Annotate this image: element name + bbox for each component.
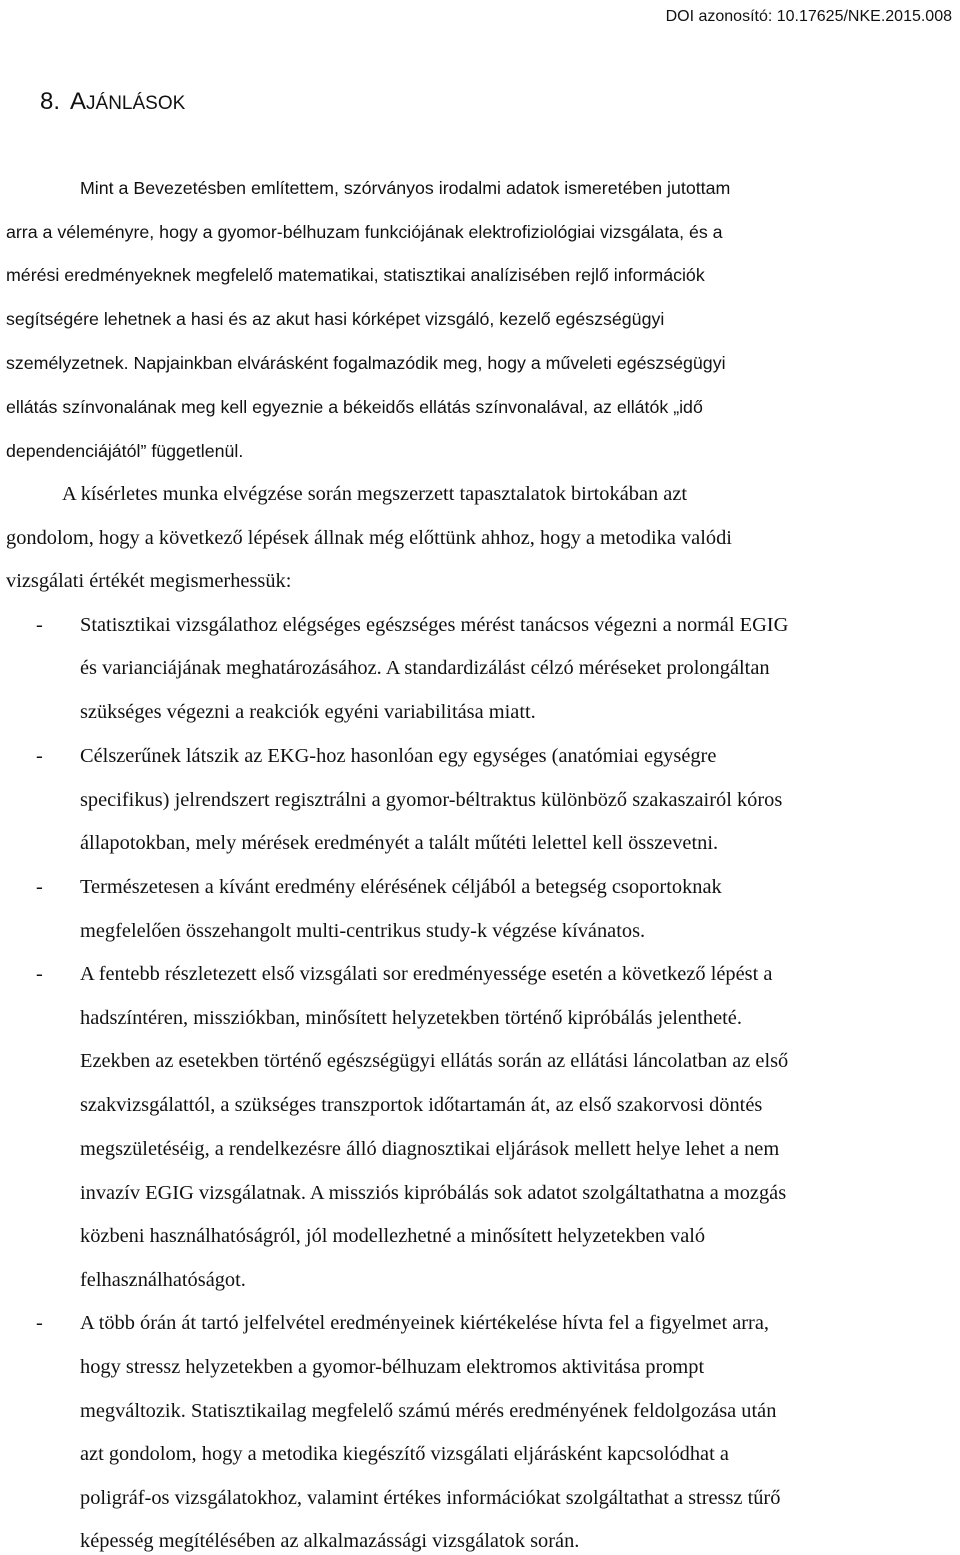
list-item-text: képesség megítélésében az alkalmazássági vizsgálatok során. <box>80 1530 580 1552</box>
text-line: dependenciájától” függetlenül. <box>6 441 244 461</box>
list-bullet: - <box>36 1312 43 1334</box>
section-heading <box>40 88 185 116</box>
list-item-text: Célszerűnek látszik az EKG-hoz hasonlóan egy egységes (anatómiai egységre <box>80 745 717 767</box>
list-item-text: A fentebb részletezett első vizsgálati sor eredményessége esetén a következő lépést a <box>80 963 773 985</box>
list-item-text: A több órán át tartó jelfelvétel eredményeinek kiértékelése hívta fel a figyelmet arra, <box>80 1312 769 1334</box>
doi-identifier: DOI azonosító: 10.17625/NKE.2015.008 <box>665 8 952 25</box>
list-item-text: megszületéséig, a rendelkezésre álló diagnosztikai eljárások mellett helye lehet a nem <box>80 1138 780 1160</box>
text-line: arra a véleményre, hogy a gyomor-bélhuzam funkciójának elektrofiziológiai vizsgálata, és a <box>6 222 723 242</box>
section-number: 8. <box>40 88 61 115</box>
list-bullet: - <box>36 745 43 767</box>
text-line: ellátás színvonalának meg kell egyeznie a békeidős ellátás színvonalával, az ellátók „idő <box>6 397 703 417</box>
list-item-text: felhasználhatóságot. <box>80 1269 246 1291</box>
text-line: Mint a Bevezetésben említettem, szórványos irodalmi adatok ismeretében jutottam <box>80 178 731 198</box>
list-item-text: hadszíntéren, missziókban, minősített helyzetekben történő kipróbálás jelentheté. <box>80 1007 742 1029</box>
list-item-text: megfelelően összehangolt multi-centrikus study-k végzése kívánatos. <box>80 920 646 942</box>
text-line: gondolom, hogy a következő lépések állnak még előttünk ahhoz, hogy a metodika valódi <box>6 527 732 549</box>
text-line: személyzetnek. Napjainkban elvárásként fogalmazódik meg, hogy a műveleti egészségügyi <box>6 353 726 373</box>
list-item-text: megváltozik. Statisztikailag megfelelő számú mérés eredményének feldolgozása után <box>80 1400 777 1422</box>
list-bullet: - <box>36 876 43 898</box>
text-line: vizsgálati értékét megismerhessük: <box>6 570 292 592</box>
section-title-initial: A <box>70 88 87 115</box>
list-item-text: Ezekben az esetekben történő egészségügyi ellátás során az ellátási láncolatban az első <box>80 1050 789 1072</box>
list-bullet: - <box>36 963 43 985</box>
list-item-text: azt gondolom, hogy a metodika kiegészítő vizsgálati eljárásként kapcsolódhat a <box>80 1443 729 1465</box>
list-item-text: invazív EGIG vizsgálatnak. A missziós kipróbálás sok adatot szolgáltathatna a mozgás <box>80 1182 787 1204</box>
list-item-text: Természetesen a kívánt eredmény elérésének céljából a betegség csoportoknak <box>80 876 722 898</box>
list-item-text: poligráf-os vizsgálatokhoz, valamint értékes információkat szolgáltathat a stressz tűrő <box>80 1487 781 1509</box>
list-bullet: - <box>36 614 43 636</box>
text-line: segítségére lehetnek a hasi és az akut hasi kórképet vizsgáló, kezelő egészségügyi <box>6 309 665 329</box>
list-item-text: és varianciájának meghatározásához. A standardizálást célzó méréseket prolongáltan <box>80 657 770 679</box>
text-line: mérési eredményeknek megfelelő matematikai, statisztikai analízisében rejlő információk <box>6 265 705 285</box>
list-item-text: specifikus) jelrendszert regisztrálni a gyomor-béltraktus különböző szakaszairól kóros <box>80 789 783 811</box>
section-title-rest: JÁNLÁSOK <box>86 93 186 114</box>
list-item-text: közbeni használhatóságról, jól modellezhetné a minősített helyzetekben való <box>80 1225 706 1247</box>
list-item-text: hogy stressz helyzetekben a gyomor-bélhuzam elektromos aktivitása prompt <box>80 1356 705 1378</box>
list-item-text: szakvizsgálattól, a szükséges transzportok időtartamán át, az első szakorvosi döntés <box>80 1094 763 1116</box>
list-item-text: állapotokban, mely mérések eredményét a talált műtéti lelettel kell összevetni. <box>80 832 719 854</box>
list-item-text: Statisztikai vizsgálathoz elégséges egészséges mérést tanácsos végezni a normál EGIG <box>80 614 789 636</box>
text-line: A kísérletes munka elvégzése során megszerzett tapasztalatok birtokában azt <box>62 483 688 505</box>
list-item-text: szükséges végezni a reakciók egyéni variabilitása miatt. <box>80 701 536 723</box>
